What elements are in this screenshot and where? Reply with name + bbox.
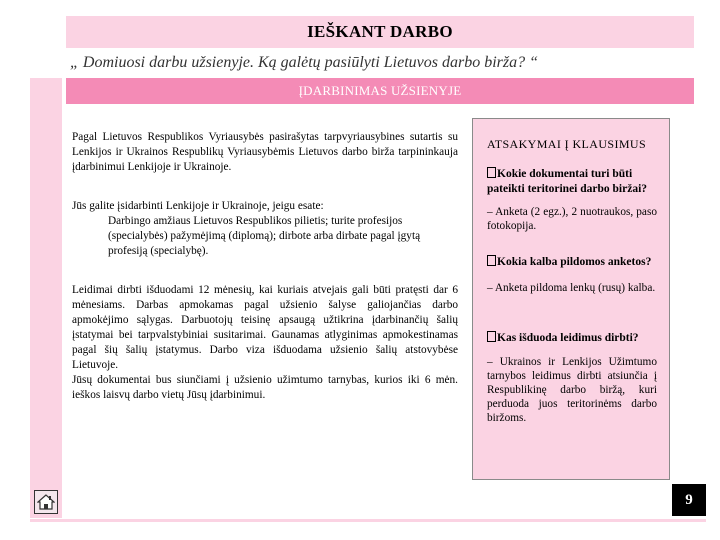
main-content <box>72 130 458 427</box>
faq-answer-2: – Anketa pildoma lenkų (rusų) kalba. <box>487 282 656 294</box>
faq-question-3-text: Kas išduoda leidimus dirbti? <box>497 332 639 344</box>
bullet-icon <box>487 255 496 266</box>
eligibility-intro: Jūs galite įsidarbinti Lenkijoje ir Ukrainoje, jeigu esate: <box>72 200 324 212</box>
page-number-text: 9 <box>685 491 693 508</box>
paragraph-eligibility <box>72 199 458 259</box>
page-title <box>66 16 694 48</box>
faq-heading: ATSAKYMAI Į KLAUSIMUS <box>487 137 647 151</box>
paragraph-documents: Jūsų dokumentai bus siunčiami į užsienio užimtumo tarnybas, kurios iki 6 mėn. ieškos laisvų darbo vietų Jūsų įdarbinimui. <box>72 374 458 401</box>
faq-question-1 <box>487 167 663 197</box>
left-decorative-strip <box>30 78 62 518</box>
faq-question-2-text: Kokia kalba pildomos anketos? <box>497 256 652 268</box>
page-subtitle: „ Domiuosi darbu užsienyje. Ką galėtų pasiūlyti Lietuvos darbo birža? “ <box>70 54 539 71</box>
eligibility-detail: Darbingo amžiaus Lietuvos Respublikos pilietis; turite profesijos (specialybės) pažymėjimą (diplomą); dirbote arba dirbate pagal įgytą profesiją (specialybę). <box>108 215 421 257</box>
bottom-divider <box>30 519 706 522</box>
bullet-icon <box>487 167 496 178</box>
paragraph-intro: Pagal Lietuvos Respublikos Vyriausybės pasirašytas tarpvyriausybines sutartis su Lenkijos ir Ukrainos Respublikų Vyriausybėmis Lietuvos darbo birža tarpininkauja įdarbinimui Lenkijoje ir Ukrainoje. <box>72 131 458 173</box>
page-number <box>672 484 706 516</box>
faq-answer-3: – Ukrainos ir Lenkijos Užimtumo tarnybos leidimus dirbti atsiunčia į Respublikinę darbo biržą, kuri perduoda juos teritorinėms darbo biržoms. <box>487 356 657 424</box>
faq-answer-1: – Anketa (2 egz.), 2 nuotraukos, paso fotokopija. <box>487 206 657 232</box>
page-title-text: IEŠKANT DARBO <box>307 22 453 41</box>
paragraph-permits: Leidimai dirbti išduodami 12 mėnesių, kai kuriais atvejais gali būti pratęsti dar 6 mėnesiams. Darbas apmokamas pagal užsienio šalyse galiojančias darbo apmokėjimo sąlygas. Darbuotojų teisinę apsaugą užtikrina įdarbinančių šalių įstatymai bei tarpvalstybiniai susitarimai. Gaunamas atlyginimas apmokestinamas pagal šių šalių įstatymus. Darbo viza išduodama užsienio šalių atstovybėse Lietuvoje. <box>72 284 458 371</box>
faq-question-2 <box>487 255 663 270</box>
home-icon[interactable] <box>34 490 58 514</box>
home-icon-graphic <box>37 493 55 511</box>
section-header <box>66 78 694 104</box>
faq-question-1-text: Kokie dokumentai turi būti pateikti teritorinei darbo biržai? <box>487 168 648 195</box>
bullet-icon <box>487 331 496 342</box>
faq-question-3 <box>487 331 663 346</box>
section-header-text: ĮDARBINIMAS UŽSIENYJE <box>298 83 462 98</box>
faq-panel <box>472 118 670 480</box>
